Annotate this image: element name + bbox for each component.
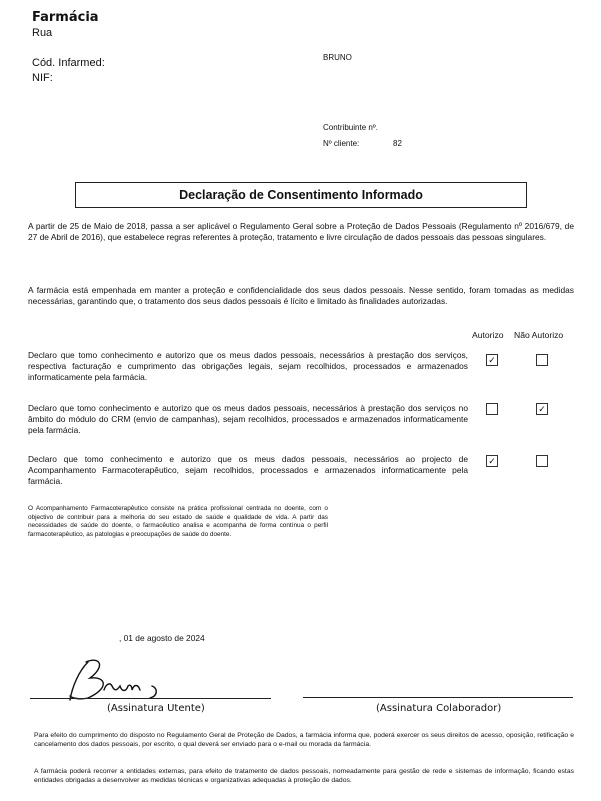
client-name: BRUNO [323, 53, 352, 62]
document-title-box [75, 182, 527, 208]
consent-item-text: Declaro que tomo conhecimento e autorizo que os meus dados pessoais, necessários à prestação dos serviços, respectiva facturação e cumprimento das obrigações legais, sejam recolhidos, processados e armazenados informaticamente pela farmácia. [28, 350, 468, 382]
column-authorize: Autorizo [472, 330, 504, 340]
patient-signature-line [30, 698, 271, 699]
intro-paragraph: A partir de 25 de Maio de 2018, passa a ser aplicável o Regulamento Geral sobre a Proteção de Dados Pessoais (Regulamento nº 2016/679, de 27 de Abril de 2016), que estabelece regras referentes à proteção, tratamento e livre circulação de dados pessoais das pessoas singulares. [28, 221, 574, 242]
rights-paragraph: Para efeito do cumprimento do disposto no Regulamento Geral de Proteção de Dados, a farmácia informa que, poderá exercer os seus direitos de acesso, oposição, retificação e cancelamento dos dados pessoais, por escrito, o qual deverá ser enviado para o e-mail ou morada da farmácia. [34, 732, 574, 748]
consent-2-authorize-checkbox[interactable] [486, 403, 498, 415]
patient-signature-icon [66, 656, 176, 704]
consent-1-not-authorize-checkbox[interactable] [536, 354, 548, 366]
collaborator-signature-label: (Assinatura Colaborador) [376, 703, 502, 714]
infarmed-label: Cód. Infarmed: [32, 57, 105, 69]
pharmacy-name: Farmácia [32, 10, 99, 25]
column-not-authorize: Não Autorizo [514, 330, 564, 340]
consent-item-text: Declaro que tomo conhecimento e autorizo que os meus dados pessoais, necessários ao projecto de Acompanhamento Farmacoterapêutico, sejam recolhidos, processados e armazenados informaticamente pela farmácia. [28, 454, 468, 486]
collaborator-signature-line [303, 697, 573, 698]
third-party-paragraph: A farmácia poderá recorrer a entidades externas, para efeito de tratamento de dados pessoais, nomeadamente para gestão de rede e sistemas de informação, ficando estas entidades obrigadas a desenvolver as medidas técnicas e organizativas adequadas à proteção de dados. [34, 768, 574, 784]
consent-3-not-authorize-checkbox[interactable] [536, 455, 548, 467]
patient-signature-label: (Assinatura Utente) [107, 703, 205, 714]
consent-1-authorize-checkbox[interactable]: ✓ [486, 354, 498, 366]
commitment-paragraph: A farmácia está empenhada em manter a proteção e confidencialidade dos seus dados pessoais. Nesse sentido, foram tomadas as medidas necessárias, garantindo que, o tratamento dos seus dados pessoais é lícito e limitado às finalidades autorizadas. [28, 285, 574, 306]
client-number: 82 [393, 139, 402, 148]
consent-item-text: Declaro que tomo conhecimento e autorizo que os meus dados pessoais, necessários à prestação dos serviços no âmbito do módulo do CRM (envio de campanhas), sejam recolhidos, processados e armazenados informaticamente pela farmácia. [28, 403, 468, 435]
pharmacotherapy-footnote: O Acompanhamento Farmacoterapêutico consiste na prática profissional centrada no doente, com o objectivo de contribuir para a melhoria do seu estado de saúde e qualidade de vida. A partir das necessidades de saúde do doente, o farmacêutico analisa e acompanha de forma contínua o perfil farmacoterapêutico, as patologias e preocupações de saúde do doente. [28, 505, 328, 538]
nif-label: NIF: [32, 72, 53, 84]
pharmacy-street: Rua [32, 27, 53, 39]
consent-3-authorize-checkbox[interactable]: ✓ [486, 455, 498, 467]
consent-2-not-authorize-checkbox[interactable]: ✓ [536, 403, 548, 415]
document-title: Declaração de Consentimento Informado [179, 188, 423, 202]
client-number-label: Nº cliente: [323, 139, 360, 148]
date-line: , 01 de agosto de 2024 [119, 633, 205, 643]
taxpayer-label: Contribuinte nº. [323, 123, 378, 132]
